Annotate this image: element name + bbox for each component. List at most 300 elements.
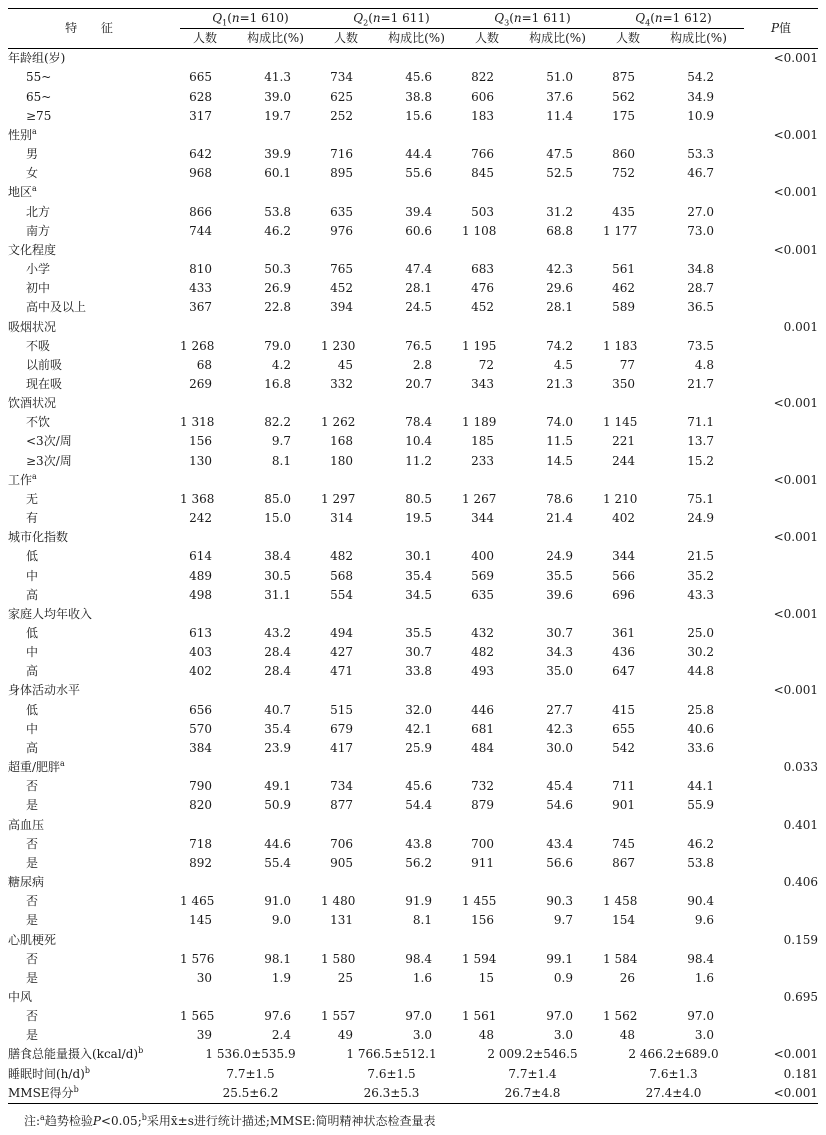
empty-cell <box>371 183 462 202</box>
count-cell: 696 <box>612 587 635 602</box>
table-row <box>8 490 818 509</box>
count-cell: 711 <box>612 779 635 794</box>
pct-cell: 98.4 <box>405 951 432 966</box>
pct-cell: 27.0 <box>687 204 714 219</box>
pct-cell: 55.9 <box>687 798 714 813</box>
pct-cell: 30.2 <box>687 645 714 660</box>
count-cell: 221 <box>612 434 635 449</box>
count-cell: 665 <box>189 70 212 85</box>
count-cell: 911 <box>471 855 494 870</box>
pct-cell: 25.9 <box>405 740 432 755</box>
pct-cell: 43.4 <box>546 836 573 851</box>
empty-cell <box>744 911 818 930</box>
p-value: 0.159 <box>783 932 818 947</box>
row-label: 高 <box>26 664 39 679</box>
count-cell: 156 <box>471 913 494 928</box>
pct-cell: 30.5 <box>264 568 291 583</box>
count-cell: 1 230 <box>321 338 356 353</box>
category-row <box>8 873 818 892</box>
count-cell: 568 <box>330 568 353 583</box>
table-row <box>8 298 818 317</box>
p-value: <0.001 <box>773 51 818 66</box>
count-cell: 656 <box>189 702 212 717</box>
pct-cell: 14.5 <box>546 453 573 468</box>
pct-cell: 42.1 <box>405 721 432 736</box>
count-cell: 976 <box>330 223 353 238</box>
count-cell: 766 <box>471 147 494 162</box>
pct-cell: 15.0 <box>264 511 291 526</box>
count-cell: 542 <box>612 740 635 755</box>
empty-cell <box>653 394 744 413</box>
pct-cell: 55.4 <box>264 855 291 870</box>
count-cell: 860 <box>612 147 635 162</box>
empty-cell <box>512 183 603 202</box>
count-cell: 168 <box>330 434 353 449</box>
empty-cell <box>744 452 818 471</box>
footnote-mark: a <box>32 126 37 136</box>
empty-cell <box>744 337 818 356</box>
empty-cell <box>371 758 462 777</box>
mean-sd-cell: 7.7±1.5 <box>226 1066 275 1081</box>
row-label: 是 <box>26 798 39 813</box>
count-header: 人数 <box>180 29 230 49</box>
pct-cell: 8.1 <box>271 453 291 468</box>
count-cell: 1 465 <box>180 894 215 909</box>
row-label: 高 <box>26 587 39 602</box>
footnote-mark: b <box>138 1046 144 1056</box>
count-cell: 156 <box>189 434 212 449</box>
empty-cell <box>230 318 321 337</box>
empty-cell <box>321 394 371 413</box>
pct-cell: 35.4 <box>405 568 432 583</box>
pct-cell: 45.6 <box>405 70 432 85</box>
row-label: 否 <box>26 1009 39 1024</box>
category-row <box>8 681 818 700</box>
pct-cell: 97.0 <box>546 1009 573 1024</box>
pct-cell: 2.8 <box>412 357 432 372</box>
count-cell: 562 <box>612 89 635 104</box>
empty-cell <box>653 873 744 892</box>
p-value: 0.001 <box>783 319 818 334</box>
table-row <box>8 586 818 605</box>
count-header: 人数 <box>603 29 653 49</box>
count-cell: 867 <box>612 855 635 870</box>
empty-cell <box>744 432 818 451</box>
empty-cell <box>230 183 321 202</box>
row-label: 不吸 <box>26 338 51 353</box>
empty-cell <box>321 471 371 490</box>
pct-cell: 3.0 <box>412 1028 432 1043</box>
pct-cell: 78.6 <box>546 491 573 506</box>
count-cell: 570 <box>189 721 212 736</box>
empty-cell <box>230 931 321 950</box>
pct-cell: 11.5 <box>546 434 573 449</box>
empty-cell <box>744 1026 818 1045</box>
pct-cell: 45.4 <box>546 779 573 794</box>
count-cell: 1 562 <box>603 1009 638 1024</box>
count-cell: 1 455 <box>462 894 497 909</box>
count-cell: 493 <box>471 664 494 679</box>
empty-cell <box>603 318 653 337</box>
pct-cell: 35.4 <box>264 721 291 736</box>
count-header: 人数 <box>321 29 371 49</box>
pct-cell: 80.5 <box>405 491 432 506</box>
empty-cell <box>321 816 371 835</box>
pct-cell: 35.2 <box>687 568 714 583</box>
empty-cell <box>462 126 512 145</box>
pct-cell: 9.0 <box>271 913 291 928</box>
count-cell: 446 <box>471 702 494 717</box>
empty-cell <box>653 605 744 624</box>
empty-cell <box>230 873 321 892</box>
count-cell: 589 <box>612 300 635 315</box>
table-row <box>8 222 818 241</box>
table-row <box>8 662 818 681</box>
row-label: 无 <box>26 491 39 506</box>
empty-cell <box>512 605 603 624</box>
count-cell: 892 <box>189 855 212 870</box>
row-label: 有 <box>26 511 39 526</box>
table-row <box>8 892 818 911</box>
table-row <box>8 375 818 394</box>
pct-cell: 44.6 <box>264 836 291 851</box>
pct-cell: 55.6 <box>405 166 432 181</box>
pct-cell: 35.5 <box>405 626 432 640</box>
row-label: 65~ <box>26 89 52 104</box>
empty-cell <box>180 126 230 145</box>
count-cell: 790 <box>189 779 212 794</box>
mean-sd-cell: 1 536.0±535.9 <box>205 1047 296 1062</box>
count-cell: 417 <box>330 740 353 755</box>
pct-cell: 33.8 <box>405 664 432 679</box>
row-label: 中 <box>26 721 39 736</box>
empty-cell <box>321 988 371 1007</box>
pct-cell: 4.8 <box>694 357 714 372</box>
count-cell: 875 <box>612 70 635 85</box>
table-footnote: 注:$^a$趋势检验P<0.05;$^b$采用x̄±s进行统计描述;MMSE:简明精神状态检查量表 <box>24 1113 436 1128</box>
table-row <box>8 356 818 375</box>
mean-sd-cell: 7.6±1.3 <box>649 1066 698 1081</box>
row-label: <3次/周 <box>26 434 72 449</box>
pct-cell: 91.0 <box>264 894 291 909</box>
category-row <box>8 126 818 145</box>
empty-cell <box>744 892 818 911</box>
pct-cell: 36.5 <box>687 300 714 315</box>
empty-cell <box>371 931 462 950</box>
p-value: <0.001 <box>773 472 818 487</box>
count-cell: 343 <box>471 376 494 391</box>
pct-cell: 4.5 <box>553 357 573 372</box>
table-row <box>8 777 818 796</box>
row-label: 睡眠时间$(h/d)^b$ <box>8 1065 90 1081</box>
count-cell: 822 <box>471 70 494 85</box>
count-cell: 515 <box>330 702 353 717</box>
pct-cell: 15.2 <box>687 453 714 468</box>
row-label: 否 <box>26 779 39 794</box>
empty-cell <box>744 701 818 720</box>
empty-cell <box>180 873 230 892</box>
pct-cell: 3.0 <box>694 1028 714 1043</box>
pct-cell: 68.8 <box>546 223 573 238</box>
pct-cell: 38.8 <box>405 89 432 104</box>
empty-cell <box>653 758 744 777</box>
pct-cell: 44.4 <box>405 147 432 162</box>
count-cell: 482 <box>471 645 494 660</box>
count-cell: 628 <box>189 89 212 104</box>
table-row <box>8 911 818 930</box>
empty-cell <box>744 567 818 586</box>
category-row <box>8 988 818 1007</box>
mean-sd-cell: 27.4±4.0 <box>603 1084 744 1104</box>
pct-cell: 53.8 <box>264 204 291 219</box>
empty-cell <box>512 988 603 1007</box>
pct-cell: 44.8 <box>687 664 714 679</box>
table-row <box>8 164 818 183</box>
row-label: 不饮 <box>26 415 51 430</box>
pct-cell: 11.2 <box>405 453 432 468</box>
empty-cell <box>180 988 230 1007</box>
count-cell: 655 <box>612 721 635 736</box>
count-cell: 131 <box>330 913 353 928</box>
count-cell: 48 <box>619 1028 635 1043</box>
row-label: 中 <box>26 568 39 583</box>
pct-cell: 27.7 <box>546 702 573 717</box>
empty-cell <box>603 471 653 490</box>
count-cell: 968 <box>189 166 212 181</box>
empty-cell <box>180 528 230 547</box>
count-cell: 252 <box>330 108 353 123</box>
count-cell: 734 <box>330 70 353 85</box>
pct-cell: 39.9 <box>264 147 291 162</box>
pct-cell: 40.7 <box>264 702 291 717</box>
pct-cell: 15.6 <box>405 108 432 123</box>
count-cell: 45 <box>337 357 353 372</box>
p-value: <0.001 <box>773 530 818 545</box>
pct-cell: 75.1 <box>687 491 714 506</box>
p-value: 0.401 <box>783 817 818 832</box>
count-cell: 361 <box>612 626 635 640</box>
pct-cell: 20.7 <box>405 376 432 391</box>
pct-cell: 28.1 <box>405 281 432 296</box>
pct-header: 构成比(%) <box>653 29 744 49</box>
pct-cell: 30.0 <box>546 740 573 755</box>
footnote-mark: a <box>32 471 37 481</box>
empty-cell <box>180 931 230 950</box>
pct-cell: 24.9 <box>546 549 573 564</box>
empty-cell <box>744 260 818 279</box>
count-cell: 15 <box>478 970 494 985</box>
pct-cell: 46.2 <box>687 836 714 851</box>
empty-cell <box>462 873 512 892</box>
count-cell: 905 <box>330 855 353 870</box>
empty-cell <box>321 49 371 69</box>
count-cell: 269 <box>189 376 212 391</box>
empty-cell <box>744 413 818 432</box>
row-label: 南方 <box>26 223 51 238</box>
count-cell: 820 <box>189 798 212 813</box>
count-cell: 484 <box>471 740 494 755</box>
pct-cell: 53.8 <box>687 855 714 870</box>
empty-cell <box>603 126 653 145</box>
empty-cell <box>371 873 462 892</box>
empty-cell <box>230 49 321 69</box>
empty-cell <box>512 318 603 337</box>
table-row <box>8 68 818 87</box>
pct-cell: 43.2 <box>264 626 291 640</box>
empty-cell <box>462 816 512 835</box>
pct-cell: 2.4 <box>271 1028 291 1043</box>
empty-cell <box>603 816 653 835</box>
mean-sd-cell: 2 009.2±546.5 <box>487 1047 578 1062</box>
count-cell: 744 <box>189 223 212 238</box>
table-row <box>8 720 818 739</box>
pct-cell: 90.4 <box>687 894 714 909</box>
table-row <box>8 203 818 222</box>
empty-cell <box>744 739 818 758</box>
count-cell: 48 <box>478 1028 494 1043</box>
footnote-mark: b <box>73 1084 79 1094</box>
table-body <box>8 49 818 1104</box>
table-row <box>8 107 818 126</box>
empty-cell <box>321 528 371 547</box>
pct-cell: 54.4 <box>405 798 432 813</box>
count-cell: 1 458 <box>603 894 638 909</box>
count-cell: 452 <box>471 300 494 315</box>
pct-cell: 43.8 <box>405 836 432 851</box>
empty-cell <box>744 145 818 164</box>
count-cell: 718 <box>189 836 212 851</box>
table-row <box>8 701 818 720</box>
row-label: 北方 <box>26 204 51 219</box>
characteristics-table <box>8 8 818 1104</box>
category-label: 家庭人均年收入 <box>8 606 93 621</box>
count-cell: 462 <box>612 281 635 296</box>
empty-cell <box>321 126 371 145</box>
count-cell: 435 <box>612 204 635 219</box>
mean-sd-cell: 7.7±1.4 <box>508 1066 557 1081</box>
row-label: 低 <box>26 549 39 564</box>
empty-cell <box>653 241 744 260</box>
footnote-mark: a <box>60 759 65 769</box>
empty-cell <box>462 49 512 69</box>
empty-cell <box>462 241 512 260</box>
count-cell: 642 <box>189 147 212 162</box>
pct-cell: 3.0 <box>553 1028 573 1043</box>
empty-cell <box>512 471 603 490</box>
empty-cell <box>512 758 603 777</box>
count-cell: 1 580 <box>321 951 356 966</box>
category-row <box>8 49 818 69</box>
pct-cell: 91.9 <box>405 894 432 909</box>
p-value-header: P值 <box>744 9 818 49</box>
table-row <box>8 452 818 471</box>
table-row <box>8 413 818 432</box>
mean-sd-cell: 1 766.5±512.1 <box>346 1047 437 1062</box>
empty-cell <box>180 816 230 835</box>
empty-cell <box>653 318 744 337</box>
pct-cell: 24.9 <box>687 511 714 526</box>
empty-cell <box>653 126 744 145</box>
category-label: 工作$^a$ <box>8 471 37 487</box>
pct-cell: 9.7 <box>271 434 291 449</box>
table-row <box>8 1026 818 1045</box>
count-cell: 130 <box>189 453 212 468</box>
category-label: 饮酒状况 <box>8 396 57 411</box>
table-row <box>8 509 818 528</box>
pct-cell: 40.6 <box>687 721 714 736</box>
count-cell: 403 <box>189 645 212 660</box>
count-cell: 471 <box>330 664 353 679</box>
empty-cell <box>744 586 818 605</box>
row-label: 否 <box>26 894 39 909</box>
empty-cell <box>744 854 818 873</box>
pct-cell: 60.1 <box>264 166 291 181</box>
count-cell: 700 <box>471 836 494 851</box>
empty-cell <box>744 720 818 739</box>
count-cell: 30 <box>196 970 212 985</box>
empty-cell <box>180 605 230 624</box>
count-cell: 810 <box>189 262 212 277</box>
pct-cell: 37.6 <box>546 89 573 104</box>
table-row <box>8 969 818 988</box>
empty-cell <box>180 183 230 202</box>
empty-cell <box>653 931 744 950</box>
table-row <box>8 279 818 298</box>
pct-cell: 9.6 <box>694 913 714 928</box>
pct-cell: 54.2 <box>687 70 714 85</box>
count-cell: 1 177 <box>603 223 638 238</box>
row-label: 是 <box>26 970 39 985</box>
pct-cell: 51.0 <box>546 70 573 85</box>
row-label: 高中及以上 <box>26 300 87 315</box>
empty-cell <box>603 605 653 624</box>
pct-cell: 0.9 <box>553 970 573 985</box>
pct-cell: 32.0 <box>405 702 432 717</box>
row-label: 男 <box>26 147 39 162</box>
count-cell: 635 <box>471 587 494 602</box>
empty-cell <box>744 662 818 681</box>
empty-cell <box>603 931 653 950</box>
pct-cell: 1.6 <box>694 970 714 985</box>
pct-cell: 28.1 <box>546 300 573 315</box>
pct-cell: 42.3 <box>546 721 573 736</box>
pct-cell: 33.6 <box>687 740 714 755</box>
p-value: <0.001 <box>773 683 818 698</box>
pct-cell: 60.6 <box>405 223 432 238</box>
row-label: 否 <box>26 836 39 851</box>
count-cell: 877 <box>330 798 353 813</box>
category-label: 吸烟状况 <box>8 319 57 334</box>
pct-cell: 97.0 <box>405 1009 432 1024</box>
pct-cell: 34.3 <box>546 645 573 660</box>
count-cell: 1 318 <box>180 415 215 430</box>
pct-cell: 46.2 <box>264 223 291 238</box>
count-cell: 367 <box>189 300 212 315</box>
empty-cell <box>230 471 321 490</box>
empty-cell <box>744 796 818 815</box>
empty-cell <box>653 988 744 1007</box>
empty-cell <box>321 873 371 892</box>
row-label: MMSE得分$^b$ <box>8 1084 180 1104</box>
empty-cell <box>744 835 818 854</box>
pct-cell: 11.4 <box>546 108 573 123</box>
pct-cell: 29.6 <box>546 281 573 296</box>
empty-cell <box>744 969 818 988</box>
count-cell: 879 <box>471 798 494 813</box>
count-cell: 745 <box>612 836 635 851</box>
count-cell: 566 <box>612 568 635 583</box>
empty-cell <box>371 126 462 145</box>
